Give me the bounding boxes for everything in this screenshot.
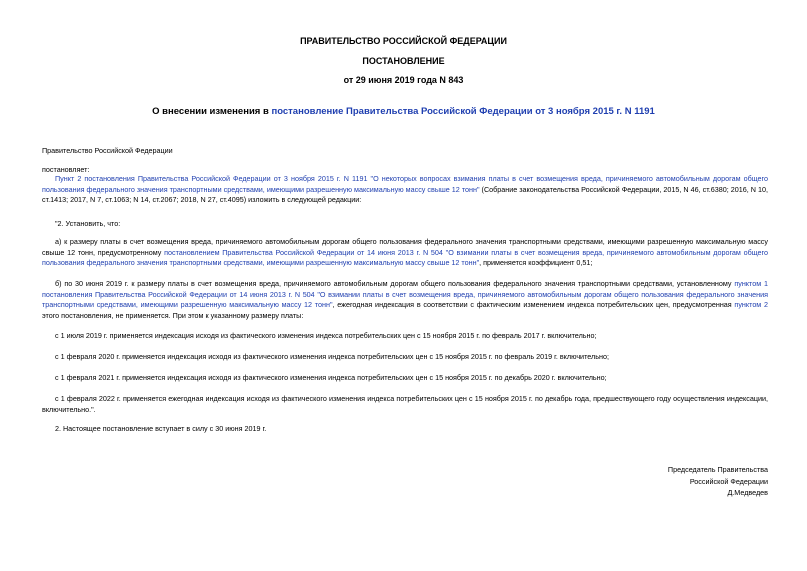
title-prefix: О внесении изменения в [152,106,272,117]
index-2021-paragraph: с 1 февраля 2021 г. применяется индексация исходя из фактического изменения индекса потребительских цен с 15 ноября 2015 г. по декабрь 2020 г. включительно; [55,373,607,382]
index-2022-paragraph: с 1 февраля 2022 г. применяется ежегодная индексация исходя из фактического изменения индекса потребительских цен с 15 ноября 2015 г. по декабрь года, предшествующего году осуществления индексации, включительно.". [42,394,768,414]
item-a-link[interactable]: постановлением Правительства Российской Федерации от 14 июня 2013 г. N 504 "О взимании платы в счет возмещения вреда, причиняемого автомобильным дорогам общего пользования федерального значения транспортными средствами, имеющими разрешенную максимальную массу свыше 12 тонн" [42,247,768,267]
item-b-link2[interactable]: пунктом 2 [734,300,768,309]
title-link[interactable]: постановление Правительства Российской Федерации от 3 ноября 2015 г. N 1191 [271,106,655,117]
item-a-text1: а) к размеру платы в счет возмещения вреда, причиняемого автомобильным дорогам общего пользования федерального значения транспортными средствами, имеющими разрешенную максимальную массу свыше 12 тонн, предусмотренному [42,237,768,257]
date-number-heading: от 29 июня 2019 года N 843 [343,75,464,85]
item-b-text3: этого постановления, не применяется. При этом к указанному размеру платы: [42,310,304,320]
resolves-paragraph: постановляет: [42,165,90,174]
item-b-link1[interactable]: пунктом 1 постановления Правительства Российской Федерации от 14 июня 2013 г. N 504 "О взимании платы в счет возмещения вреда, причиняемого автомобильным дорогам общего пользования федерального значения транспортными средствами, имеющими разрешенную максимальную массу 12 тонн" [42,279,768,309]
government-heading: ПРАВИТЕЛЬСТВО РОССИЙСКОЙ ФЕДЕРАЦИИ [300,36,507,46]
item-b-paragraph [42,279,768,321]
signature-name: Д.Медведев [727,488,768,497]
item-a-paragraph [42,237,768,269]
quote-start-paragraph: "2. Установить, что: [55,219,121,228]
item1-text: (Собрание законодательства Российской Федерации, 2015, N 46, ст.6380; 2016, N 10, ст.1413; 2017, N 7, ст.1063; N 14, ст.2067; 2018, N 27, ст.4095) изложить в следующей редакции: [42,184,768,204]
author-paragraph: Правительство Российской Федерации [42,146,173,155]
item-b-text1: б) по 30 июня 2019 г. к размеру платы в счет возмещения вреда, причиняемого автомобильным дорогам общего пользования федерального значения транспортными средствами, установленному [55,279,735,288]
signature-line1: Председатель Правительства [667,465,768,474]
index-2019-paragraph: с 1 июля 2019 г. применяется индексация исходя из фактического изменения индекса потребительских цен с 15 ноября 2015 г. по февраль 2017 г. включительно; [55,331,597,340]
item-b-text2: , ежегодная индексация в соответствии с фактическим изменением индекса потребительских цен, предусмотренная [332,300,735,309]
item-a-text2: , применяется коэффициент 0,51; [479,258,593,267]
signature-line2: Российской Федерации [689,476,768,486]
item1-link[interactable]: Пункт 2 постановления Правительства Российской Федерации от 3 ноября 2015 г. N 1191 "О некоторых вопросах взимания платы в счет возмещения вреда, причиняемого автомобильным дорогам общего пользования федерального значения транспортными средствами, имеющими разрешенную максимальную массу свыше 12 тонн" [42,174,768,194]
index-2020-paragraph: с 1 февраля 2020 г. применяется индексация исходя из фактического изменения индекса потребительских цен с 15 ноября 2015 г. по февраль 2019 г. включительно; [55,352,609,361]
document-title [0,106,807,117]
signature-block [668,464,768,499]
item1-paragraph [42,174,768,206]
doc-type-heading: ПОСТАНОВЛЕНИЕ [362,56,445,66]
item2-paragraph: 2. Настоящее постановление вступает в силу с 30 июня 2019 г. [55,424,267,433]
